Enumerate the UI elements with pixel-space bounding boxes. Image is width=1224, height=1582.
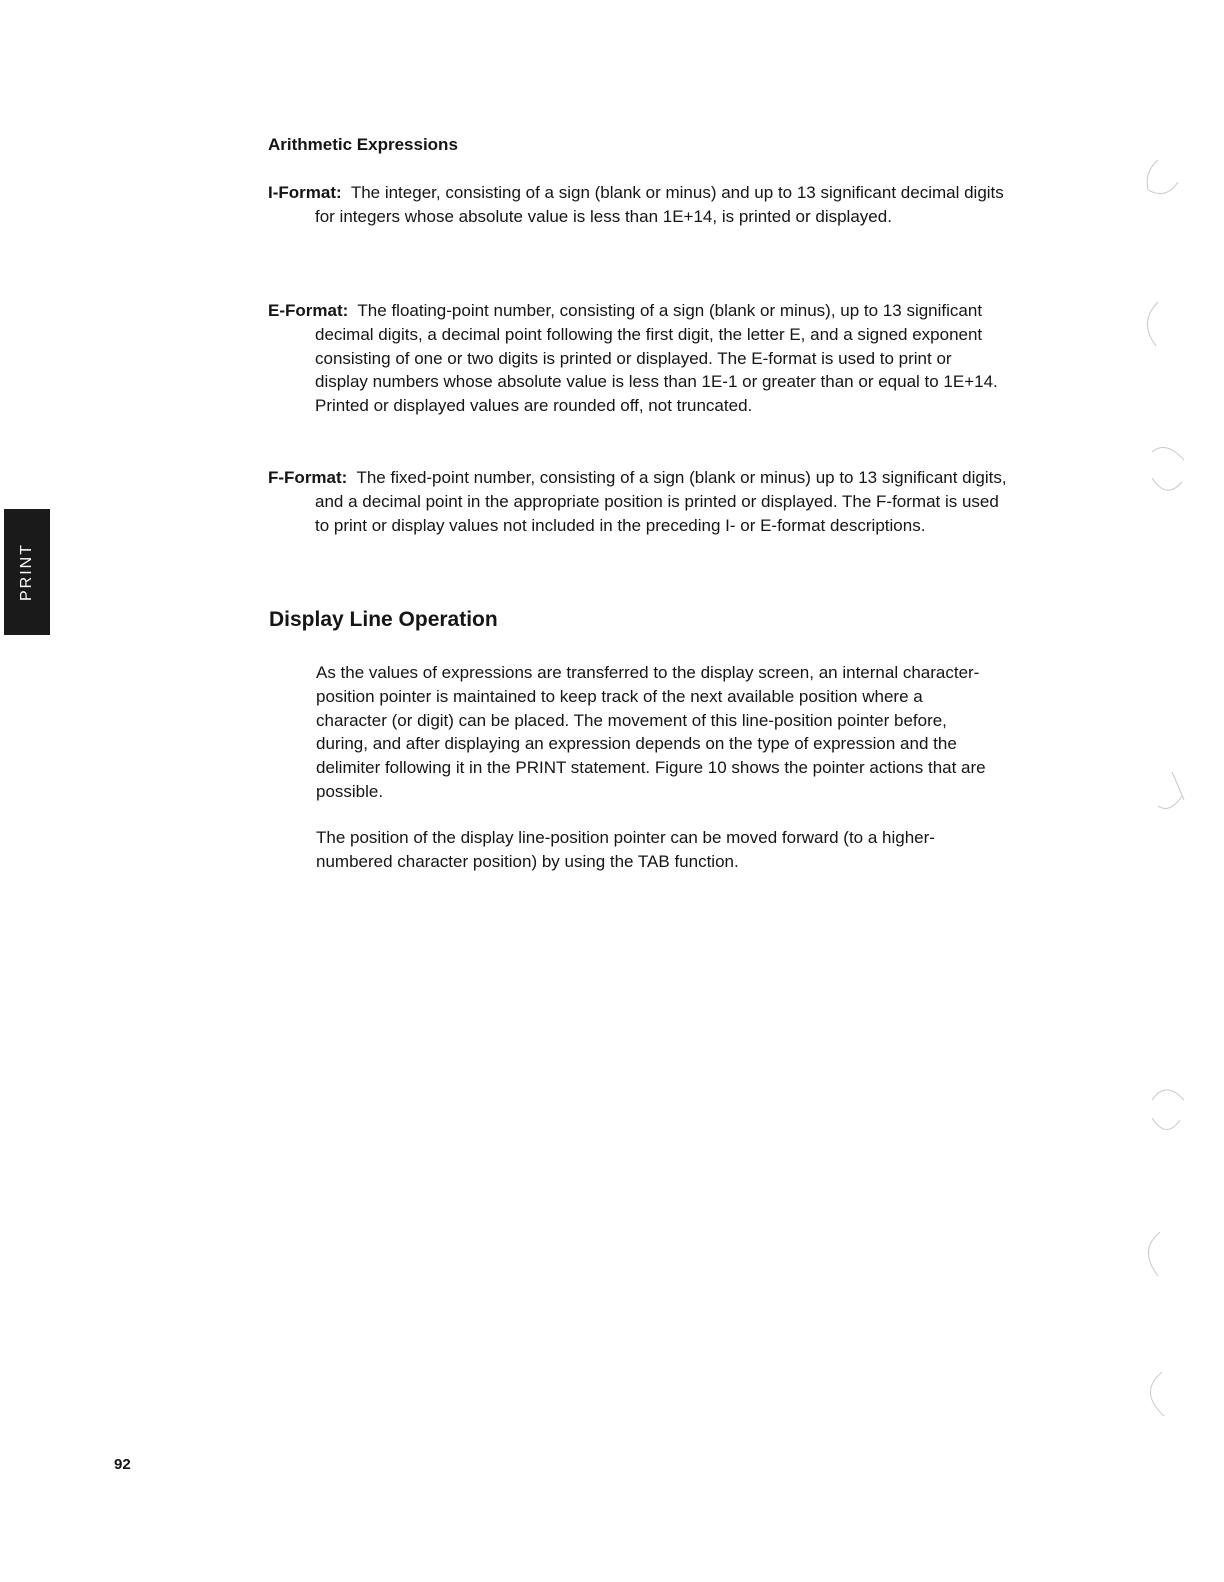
display-line-paragraph-2: The position of the display line-position pointer can be moved forward (to a higher-numbered character position) by using the TAB function.: [316, 828, 935, 871]
e-format-entry: [268, 299, 1008, 418]
e-format-label: E-Format:: [268, 301, 349, 320]
i-format-label: I-Format:: [268, 183, 342, 202]
f-format-label: F-Format:: [268, 468, 348, 487]
f-format-entry: [268, 466, 1008, 537]
binder-hole-marks-decoration: [1136, 0, 1196, 1582]
section-heading-arithmetic-expressions: Arithmetic Expressions: [268, 135, 458, 154]
section-heading-display-line-operation: Display Line Operation: [269, 608, 498, 631]
e-format-description: The floating-point number, consisting of a sign (blank or minus), up to 13 significant decimal digits, a decimal point following the first digit, the letter E, and a signed exponent consisting of one or two digits is printed or displayed. The E-format is used to print or display numbers whose absolute value is less than 1E-1 or greater than or equal to 1E+14. Printed or displayed values are rounded off, not truncated.: [315, 301, 998, 416]
f-format-description: The fixed-point number, consisting of a sign (blank or minus) up to 13 significant digits, and a decimal point in the appropriate position is printed or displayed. The F-format is used to print or display values not included in the preceding I- or E-format descriptions.: [315, 468, 1007, 535]
section-side-tab: [4, 509, 50, 635]
i-format-description: The integer, consisting of a sign (blank or minus) and up to 13 significant decimal digits for integers whose absolute value is less than 1E+14, is printed or displayed.: [315, 183, 1004, 226]
side-tab-label: PRINT: [18, 543, 35, 601]
page-number: 92: [114, 1456, 131, 1473]
display-line-paragraph-1: As the values of expressions are transferred to the display screen, an internal character-position pointer is maintained to keep track of the next available position where a character (or digit) can be placed. The movement of this line-position pointer before, during, and after displaying an expression depends on the type of expression and the delimiter following it in the PRINT statement. Figure 10 shows the pointer actions that are possible.: [316, 663, 986, 801]
i-format-entry: [268, 181, 1008, 229]
